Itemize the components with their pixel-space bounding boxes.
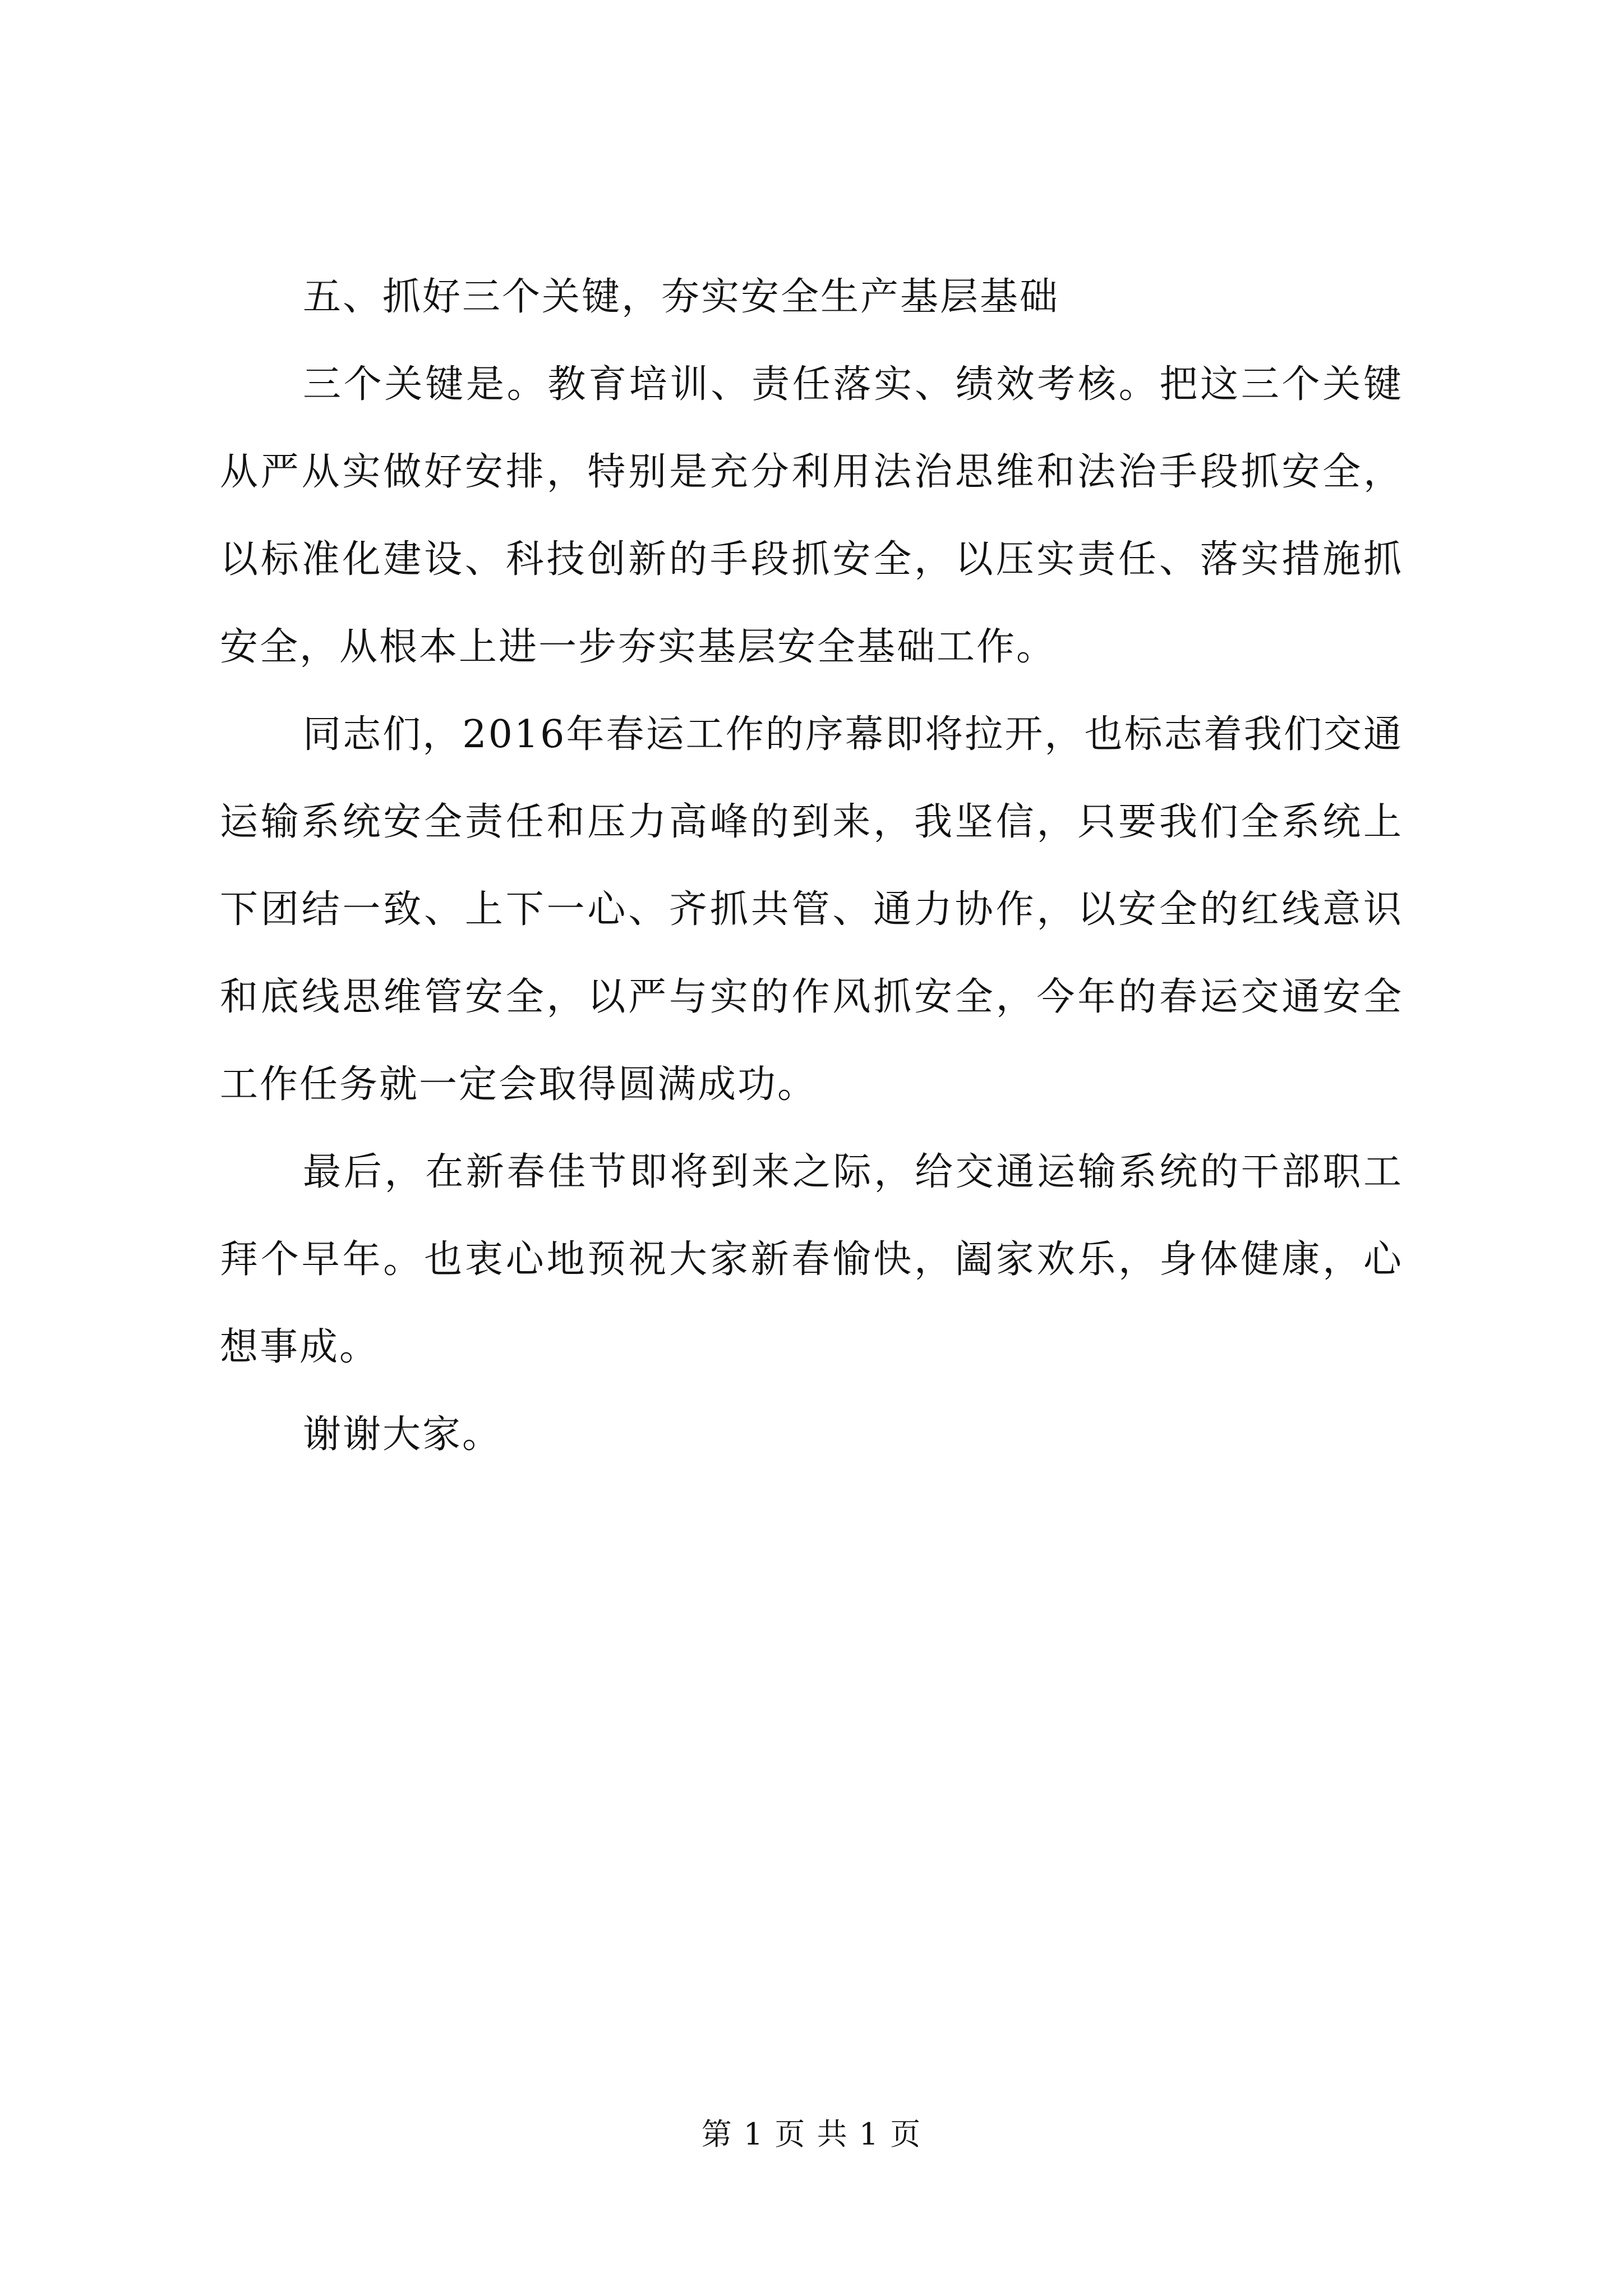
paragraph-spring-festival-transport: 同志们，2016年春运工作的序幕即将拉开，也标志着我们交通运输系统安全责任和压力高峰的到来，我坚信，只要我们全系统上下团结一致、上下一心、齐抓共管、通力协作，以安全的红线意识和底线思维管安全，以严与实的作风抓安全，今年的春运交通安全工作任务就一定会取得圆满成功。 bbox=[220, 712, 1403, 1107]
document-body bbox=[220, 254, 1403, 1479]
paragraph-key-points: 三个关键是。教育培训、责任落实、绩效考核。把这三个关键从严从实做好安排，特别是充分利用法治思维和法治手段抓安全，以标准化建设、科技创新的手段抓安全，以压实责任、落实措施抓安全，从根本上进一步夯实基层安全基础工作。 bbox=[220, 362, 1403, 669]
paragraph-new-year-greeting: 最后，在新春佳节即将到来之际，给交通运输系统的干部职工拜个早年。也衷心地预祝大家新春愉快，阖家欢乐，身体健康，心想事成。 bbox=[220, 1150, 1403, 1369]
page-number-footer: 第 1 页 共 1 页 bbox=[701, 2116, 922, 2152]
section-heading: 五、抓好三个关键，夯实安全生产基层基础 bbox=[303, 275, 1060, 319]
paragraph-thanks: 谢谢大家。 bbox=[303, 1412, 502, 1457]
